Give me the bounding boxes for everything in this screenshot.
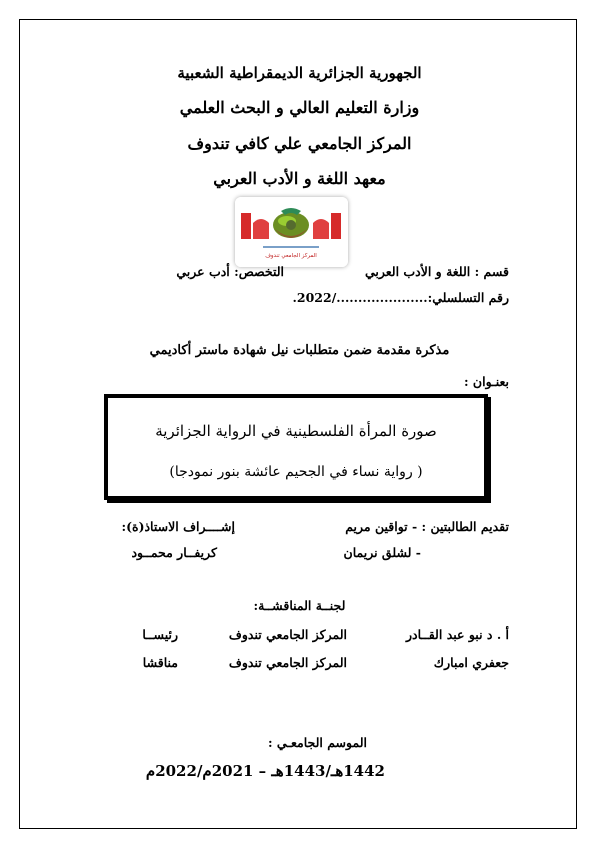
committee-member-name: جعفري امبارك [433, 655, 509, 670]
university-emblem-icon [235, 197, 348, 267]
thesis-title-box [104, 394, 488, 500]
second-student: - لشلق نريمان [343, 545, 421, 560]
memo-statement: مذكرة مقدمة ضمن متطلبات نيل شهادة ماستر أكاديمي [149, 343, 450, 358]
title-label: بعنـوان : [463, 374, 509, 389]
committee-member-role: مناقشا [142, 655, 178, 670]
students-label: تقديم الطالبتين : - تواقين مريم [345, 519, 509, 534]
supervisor-name: كريفــار محمــود [131, 545, 217, 560]
serial-number: رقم التسلسلي:...................../2022. [292, 290, 509, 305]
committee-member-name: أ . د نبو عبد القــادر [406, 627, 509, 642]
university-name: المركز الجامعي علي كافي تندوف [187, 134, 412, 153]
thesis-subtitle: ( رواية نساء في الجحيم عائشة بنور نمودجا) [169, 464, 423, 480]
republic-name: الجهورية الجزائرية الديمقراطية الشعبية [177, 64, 422, 82]
department-label: قسم : اللغة و الأدب العربي [364, 264, 509, 279]
season-label: الموسم الجامعـي : [267, 735, 367, 750]
specialty-label: التخصص: أدب عربي [176, 264, 284, 279]
institute-name: معهد اللغة و الأدب العربي [213, 169, 386, 188]
committee-member-institution: المركز الجامعي تندوف [228, 655, 347, 670]
committee-heading: لجنــة المناقشــة: [253, 598, 346, 613]
supervisor-label: إشــــراف الاستاذ(ة): [121, 519, 235, 534]
season-years: 1442هـ/1443هـ – 2021م/2022م [145, 762, 385, 780]
thesis-title: صورة المرأة الفلسطينية في الرواية الجزائرية [155, 422, 437, 440]
committee-member-role: رئيســا [142, 627, 178, 642]
committee-member-institution: المركز الجامعي تندوف [228, 627, 347, 642]
logo-caption: المركز الجامعي تندوف [265, 253, 317, 259]
university-logo [235, 197, 348, 267]
ministry-name: وزارة التعليم العالي و البحث العلمي [179, 98, 420, 117]
